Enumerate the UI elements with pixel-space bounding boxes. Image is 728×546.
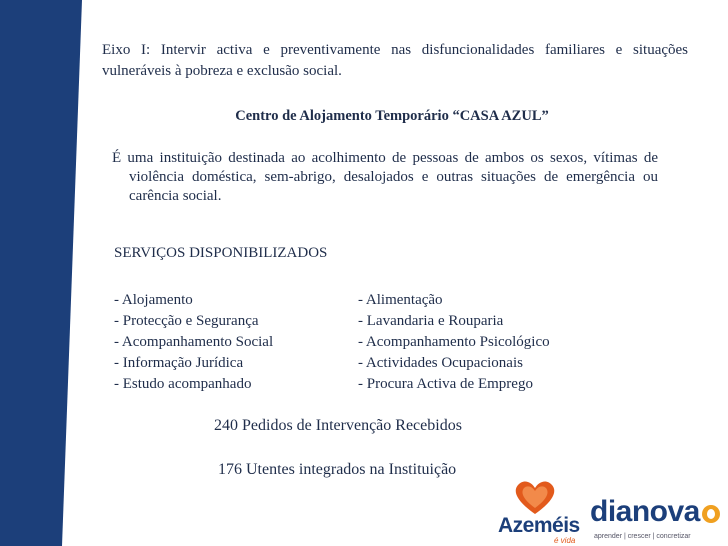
azemeis-wordmark: Azeméis (498, 514, 580, 537)
centre-title: Centro de Alojamento Temporário “CASA AZUL” (235, 108, 549, 124)
dianova-mark-icon (702, 505, 720, 523)
services-list (114, 290, 634, 395)
service-item: - Acompanhamento Social (114, 334, 274, 350)
services-row (114, 353, 634, 374)
dianova-tagline: aprender | crescer | concretizar (594, 533, 691, 540)
service-item: - Estudo acompanhado (114, 376, 252, 392)
eixo-heading: Eixo I: Intervir activa e preventivamente nas disfuncionalidades familiares e situações vulneráveis à pobreza e exclusão social. (102, 42, 688, 79)
requests-stat: 240 Pedidos de Intervenção Recebidos (214, 417, 462, 434)
azemeis-tagline: é vida (554, 536, 576, 545)
service-item: - Protecção e Segurança (114, 313, 259, 329)
service-item: - Procura Activa de Emprego (358, 376, 533, 392)
dianova-logo (590, 497, 726, 543)
service-item: - Lavandaria e Rouparia (358, 313, 504, 329)
services-title: SERVIÇOS DISPONIBILIZADOS (114, 245, 328, 261)
service-item: - Alimentação (358, 292, 443, 308)
integrated-stat: 176 Utentes integrados na Instituição (218, 461, 457, 478)
services-row (114, 311, 634, 332)
services-row (114, 290, 634, 311)
service-item: - Acompanhamento Psicológico (358, 334, 550, 350)
side-decor-band (0, 0, 62, 546)
azemeis-heart-icon (510, 478, 560, 516)
services-row (114, 374, 634, 395)
azemeis-logo (496, 478, 584, 544)
centre-description: É uma instituição destinada ao acolhimento de pessoas de ambos os sexos, vítimas de violência doméstica, sem-abrigo, desalojados e outras situações de emergência ou carência social. (112, 150, 658, 204)
service-item: - Actividades Ocupacionais (358, 355, 523, 371)
service-item: - Informação Jurídica (114, 355, 244, 371)
services-row (114, 332, 634, 353)
service-item: - Alojamento (114, 292, 193, 308)
dianova-wordmark: dianova (590, 495, 700, 528)
